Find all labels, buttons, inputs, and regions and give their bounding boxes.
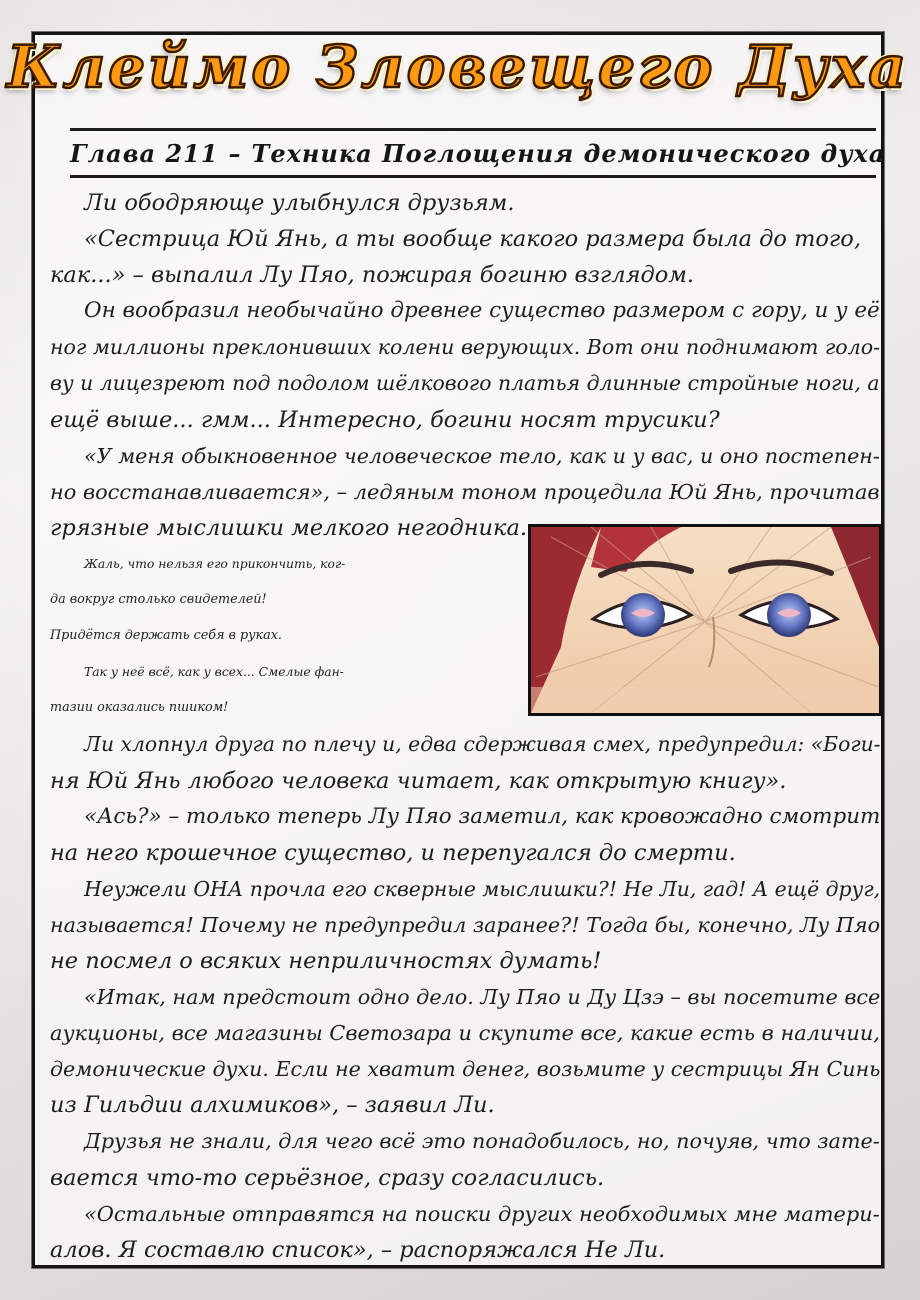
text-line: грязные мыслишки мелкого негодника. bbox=[50, 514, 527, 541]
text-line: как...» – выпалил Лу Пяо, пожирая богиню взглядом. bbox=[50, 262, 695, 289]
text-line: вается что-то серьёзное, сразу согласились. bbox=[50, 1164, 605, 1191]
text-line: «Ась?» – только теперь Лу Пяо заметил, как кровожадно смотрит bbox=[84, 803, 881, 829]
text-line: «Сестрица Юй Янь, а ты вообще какого размера была до того, bbox=[84, 226, 861, 253]
text-line: Придётся держать себя в руках. bbox=[50, 628, 282, 644]
text-line: ещё выше... гмм... Интересно, богини носят трусики? bbox=[50, 406, 720, 433]
text-line: «Итак, нам предстоит одно дело. Лу Пяо и Ду Цзэ – вы посетите все bbox=[84, 985, 881, 1010]
text-line: да вокруг столько свидетелей! bbox=[50, 592, 267, 608]
manga-eyes-panel bbox=[528, 524, 882, 716]
text-line: аукционы, все магазины Светозара и скупите все, какие есть в наличии, bbox=[50, 1021, 880, 1046]
text-line: называется! Почему не предупредил заранее?! Тогда бы, конечно, Лу Пяо bbox=[50, 912, 881, 937]
chapter-separator: – bbox=[228, 139, 242, 168]
title-divider-bottom bbox=[70, 175, 876, 178]
text-line: ног миллионы преклонивших колени верующих. Вот они поднимают голо- bbox=[50, 335, 881, 360]
chapter-heading bbox=[70, 136, 886, 172]
text-line: но восстанавливается», – ледяным тоном процедила Юй Янь, прочитав bbox=[50, 479, 880, 504]
title-divider-top bbox=[70, 128, 876, 131]
chapter-name: Техника Поглощения демонического духа bbox=[251, 139, 886, 168]
text-line: Так у неё всё, как у всех... Смелые фан- bbox=[84, 665, 344, 680]
text-line: ня Юй Янь любого человека читает, как открытую книгу». bbox=[50, 767, 787, 794]
story-text bbox=[50, 185, 884, 1268]
text-line: Он вообразил необычайно древнее существо размером с гору, и у её bbox=[84, 298, 880, 324]
text-line: не посмел о всяких неприличностях думать! bbox=[50, 947, 602, 974]
text-line: Друзья не знали, для чего всё это понадобилось, но, почуяв, что зате- bbox=[84, 1129, 880, 1154]
text-line: из Гильдии алхимиков», – заявил Ли. bbox=[50, 1092, 495, 1119]
page-title: Клеймо Зловещего Духа bbox=[7, 33, 909, 101]
text-line: «Остальные отправятся на поиски других необходимых мне матери- bbox=[84, 1201, 880, 1226]
eyes-illustration bbox=[531, 527, 879, 713]
text-line: «У меня обыкновенное человеческое тело, как и у вас, и оно постепен- bbox=[84, 443, 880, 468]
text-line: на него крошечное существо, и перепугался до смерти. bbox=[50, 839, 736, 866]
text-line: Жаль, что нельзя его прикончить, ког- bbox=[84, 556, 346, 571]
text-line: демонические духи. Если не хватит денег, возьмите у сестрицы Ян Синь bbox=[50, 1057, 881, 1082]
chapter-number: Глава 211 bbox=[70, 139, 219, 168]
text-line: Ли хлопнул друга по плечу и, едва сдерживая смех, предупредил: «Боги- bbox=[84, 732, 881, 757]
text-line: алов. Я составлю список», – распоряжался Не Ли. bbox=[50, 1236, 666, 1263]
text-line: тазии оказались пшиком! bbox=[50, 700, 229, 716]
text-line: ву и лицезреют под подолом шёлкового платья длинные стройные ноги, а bbox=[50, 371, 880, 396]
text-line: Ли ободряюще улыбнулся друзьям. bbox=[84, 190, 515, 216]
text-line: Неужели ОНА прочла его скверные мыслишки?! Не Ли, гад! А ещё друг, bbox=[84, 876, 881, 901]
